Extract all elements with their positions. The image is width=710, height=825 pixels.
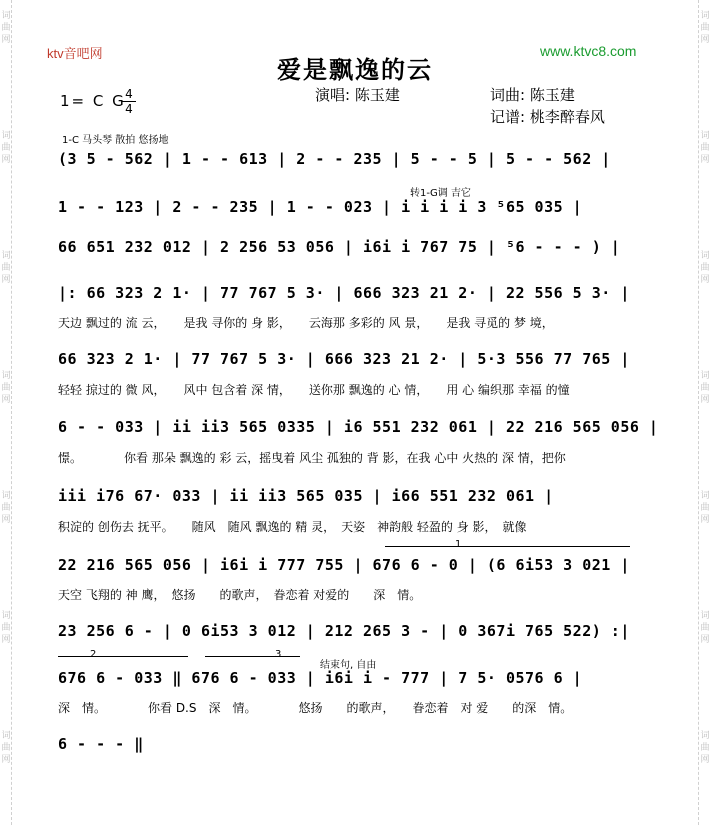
watermark-text: 词曲网 bbox=[1, 491, 11, 525]
notation-line-1: (3 5 - 562 | 1 - - 613 | 2 - - 235 | 5 - - 5 | 5 - - 562 | bbox=[58, 150, 611, 168]
singer-credit: 演唱: 陈玉建 bbox=[315, 86, 400, 104]
composer-credit: 词曲: 陈玉建 bbox=[490, 86, 575, 104]
notation-line-10: 676 6 - 033 ‖ 676 6 - 033 | i6i i - 777 | 7 5· 0576 6 | bbox=[58, 669, 583, 687]
volta-2-label: 2 bbox=[90, 649, 97, 660]
notation-line-7: iii i76 67· 033 | ii ii3 565 035 | i66 551 232 061 | bbox=[58, 487, 554, 505]
lyric-line-2: 轻轻 掠过的 微 风， 风中 包含着 深 情， 送你那 飘逸的 心 情， 用 心 编织那 幸福 的憧 bbox=[58, 383, 570, 397]
watermark-text: 词曲网 bbox=[1, 371, 11, 405]
modulation-annotation: 转1-G调 吉它 bbox=[410, 188, 471, 199]
watermark-text: 词曲网 bbox=[1, 731, 11, 765]
site-logo-left[interactable]: ktv音吧网 bbox=[47, 46, 103, 61]
lyric-line-3: 憬。 你看 那朵 飘逸的 彩 云，摇曳着 风尘 孤独的 背 影，在我 心中 火热的 深 情，把你 bbox=[58, 451, 566, 465]
volta-3-label: 3 bbox=[275, 649, 282, 660]
watermark-text: 词曲网 bbox=[700, 11, 710, 45]
lyric-line-5: 天空 飞翔的 神 鹰， 悠扬 的歌声， 眷恋着 对爱的 深 情。 bbox=[58, 588, 422, 602]
watermark-left bbox=[0, 0, 12, 825]
intro-instruction: 1-C 马头琴 散拍 悠扬地 bbox=[62, 135, 169, 146]
volta-1-label: 1 bbox=[455, 539, 462, 550]
watermark-text: 词曲网 bbox=[1, 131, 11, 165]
time-signature-bottom: 4 bbox=[125, 102, 133, 116]
watermark-text: 词曲网 bbox=[700, 371, 710, 405]
notation-line-2: 1 - - 123 | 2 - - 235 | 1 - - 023 | i i i i 3 ⁵65 035 | bbox=[58, 198, 583, 216]
watermark-text: 词曲网 bbox=[1, 251, 11, 285]
lyric-line-1: 天边 飘过的 流 云， 是我 寻你的 身 影， 云海那 多彩的 风 景， 是我 寻觅的 梦 境， bbox=[58, 316, 554, 330]
watermark-text: 词曲网 bbox=[700, 611, 710, 645]
notation-line-3: 66 651 232 012 | 2 256 53 056 | i6i i 767 75 | ⁵6 - - - ) | bbox=[58, 238, 621, 256]
watermark-text: 词曲网 bbox=[1, 611, 11, 645]
lyric-line-6: 深 情。 你看 D.S 深 情。 悠扬 的歌声， 眷恋着 对 爱 的深 情。 bbox=[58, 701, 573, 715]
notation-line-4: |: 66 323 2 1· | 77 767 5 3· | 666 323 21 2· | 22 556 5 3· | bbox=[58, 284, 630, 302]
watermark-text: 词曲网 bbox=[1, 11, 11, 45]
watermark-text: 词曲网 bbox=[700, 491, 710, 525]
volta-3-bracket bbox=[205, 656, 300, 657]
arranger-credit: 记谱: 桃李醉春风 bbox=[490, 108, 605, 126]
time-signature bbox=[122, 88, 136, 115]
lyric-line-4: 积淀的 创伤去 抚平。 随风 随风 飘逸的 精 灵， 天姿 神韵般 轻盈的 身 影， 就像 bbox=[58, 520, 527, 534]
notation-line-11: 6 - - - ‖ bbox=[58, 735, 144, 753]
watermark-text: 词曲网 bbox=[700, 251, 710, 285]
watermark-text: 词曲网 bbox=[700, 131, 710, 165]
volta-1-bracket bbox=[385, 546, 630, 547]
song-title: 爱是飘逸的云 bbox=[277, 55, 433, 84]
notation-line-5: 66 323 2 1· | 77 767 5 3· | 666 323 21 2· | 5·3 556 77 765 | bbox=[58, 350, 630, 368]
notation-line-6: 6 - - 033 | ii ii3 565 0335 | i6 551 232 061 | 22 216 565 056 | bbox=[58, 418, 659, 436]
site-url-right[interactable]: www.ktvc8.com bbox=[540, 43, 637, 59]
notation-line-8: 22 216 565 056 | i6i i 777 755 | 676 6 - 0 | (6 6i53 3 021 | bbox=[58, 556, 630, 574]
time-signature-top: 4 bbox=[125, 87, 133, 101]
watermark-text: 词曲网 bbox=[700, 731, 710, 765]
key-signature: 1= C G bbox=[60, 92, 126, 110]
ending-annotation: 结束句, 自由 bbox=[320, 660, 377, 671]
watermark-right bbox=[698, 0, 710, 825]
volta-2-bracket bbox=[58, 656, 188, 657]
notation-line-9: 23 256 6 - | 0 6i53 3 012 | 212 265 3 - | 0 367i 765 522) :| bbox=[58, 622, 630, 640]
